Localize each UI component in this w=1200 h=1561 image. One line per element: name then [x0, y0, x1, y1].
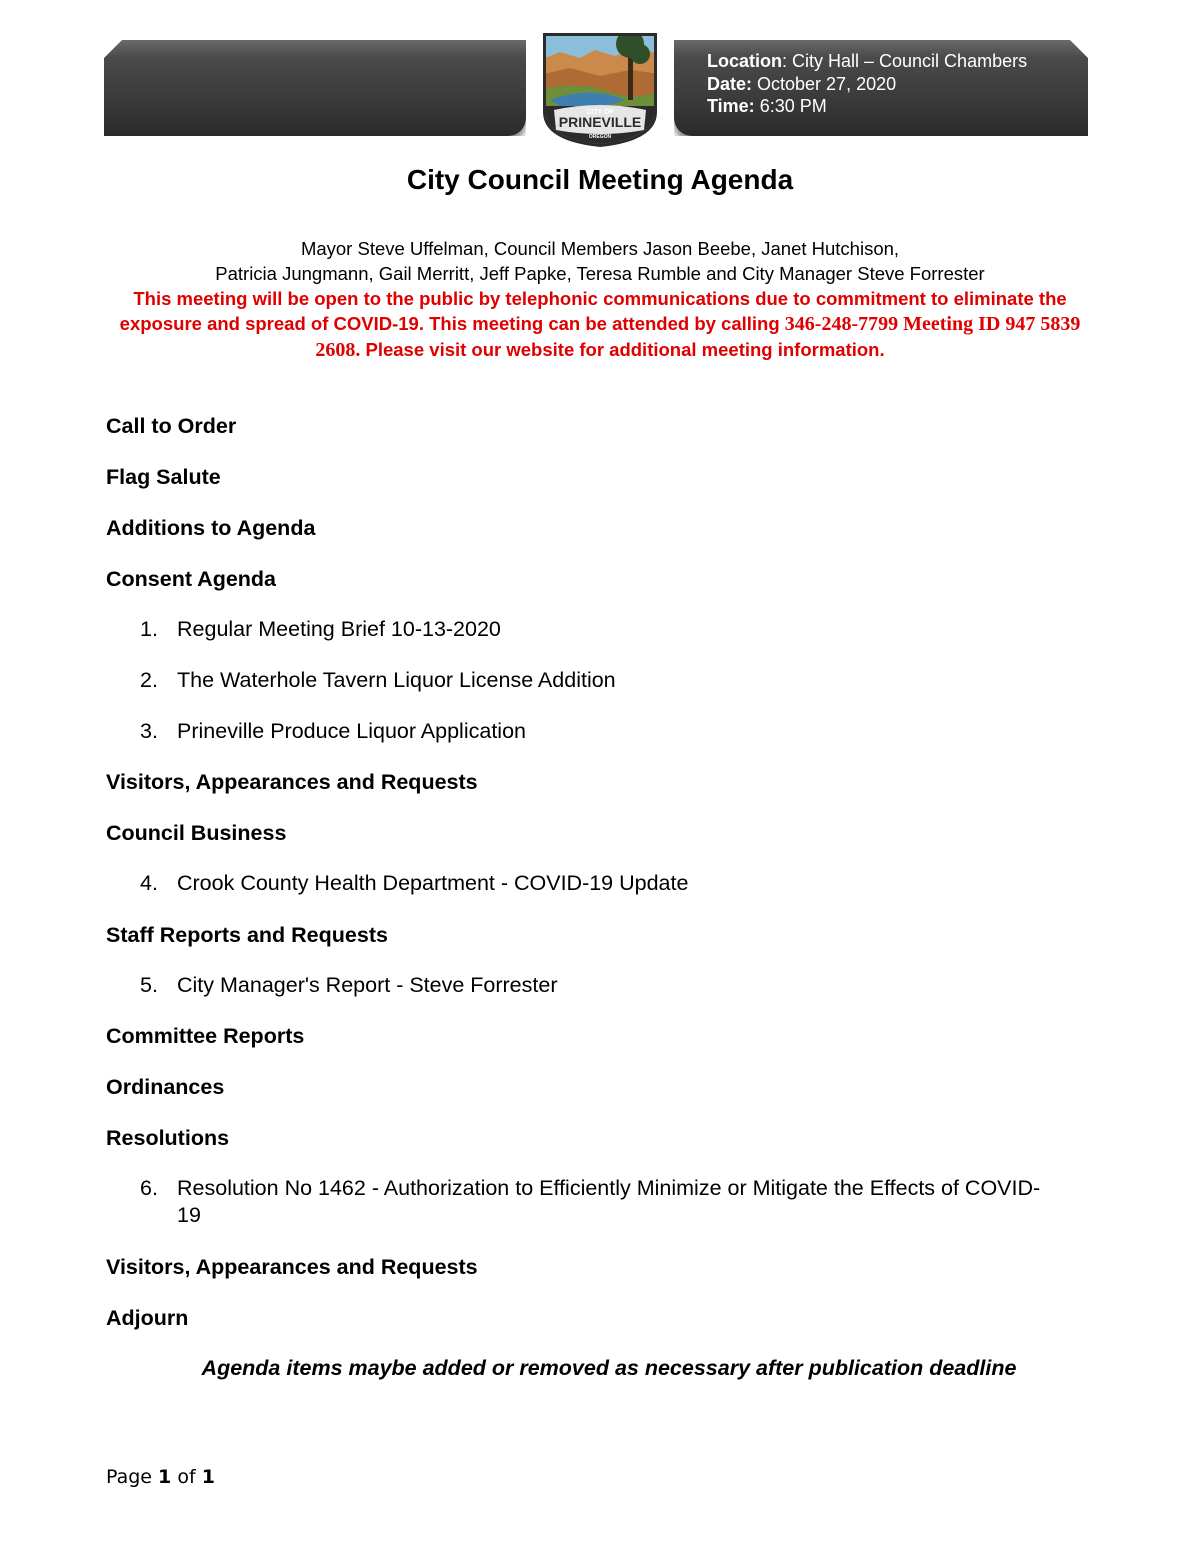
section-ordinances: Ordinances: [106, 1075, 225, 1099]
page-title: City Council Meeting Agenda: [406, 164, 794, 195]
agenda-item: 3. Prineville Produce Liquor Application: [140, 719, 526, 743]
meeting-location: Location: City Hall – Council Chambers: [707, 51, 1028, 71]
section-additions-to-agenda: Additions to Agenda: [106, 516, 316, 540]
section-resolutions: Resolutions: [106, 1126, 230, 1150]
agenda-item: 5. City Manager's Report - Steve Forrester: [140, 973, 558, 997]
section-flag-salute: Flag Salute: [106, 465, 221, 489]
meeting-info: [707, 50, 1027, 118]
header-banner-left: [104, 40, 526, 136]
city-logo: [540, 30, 660, 148]
section-call-to-order: Call to Order: [106, 414, 237, 438]
agenda-item: 1. Regular Meeting Brief 10-13-2020: [140, 617, 501, 641]
members-line-2: Patricia Jungmann, Gail Merritt, Jeff Papke, Teresa Rumble and City Manager Steve Forrester: [215, 263, 985, 284]
public-notice: This meeting will be open to the public by telephonic communications due to commitment to eliminate the exposure and spread of COVID-19. This meeting can be attended by calling 346-248-7799 Meeting ID 947 5839 2608. Please visit our website for additional meeting information.: [119, 288, 1081, 361]
logo-city-of: CITY OF: [586, 109, 614, 116]
call-in-number: 346-248-7799 Meeting ID 947 5839 2608.: [315, 313, 1081, 361]
section-staff-reports: Staff Reports and Requests: [106, 923, 388, 947]
section-visitors-appearances-requests-2: Visitors, Appearances and Requests: [106, 1255, 478, 1279]
agenda-disclaimer: Agenda items maybe added or removed as necessary after publication deadline: [201, 1356, 1017, 1380]
section-committee-reports: Committee Reports: [106, 1024, 305, 1048]
section-visitors-appearances-requests: Visitors, Appearances and Requests: [106, 770, 478, 794]
section-consent-agenda: Consent Agenda: [106, 567, 277, 591]
meeting-date: Date: October 27, 2020: [707, 73, 897, 94]
section-adjourn: Adjourn: [106, 1306, 189, 1330]
agenda-item: 4. Crook County Health Department - COVID-19 Update: [140, 871, 689, 895]
members-line-1: Mayor Steve Uffelman, Council Members Jason Beebe, Janet Hutchison,: [300, 238, 900, 259]
page-number: Page 1 of 1: [106, 1466, 215, 1488]
section-council-business: Council Business: [106, 821, 287, 845]
meeting-time: Time: 6:30 PM: [707, 96, 827, 116]
logo-state: OREGON: [588, 134, 612, 140]
logo-city-name: PRINEVILLE: [558, 114, 642, 130]
council-members: [100, 236, 1100, 286]
agenda-item: 6. Resolution No 1462 - Authorization to Efficiently Minimize or Mitigate the Effects of COVID-19: [140, 1176, 1041, 1227]
agenda-item: 2. The Waterhole Tavern Liquor License Addition: [140, 668, 616, 692]
